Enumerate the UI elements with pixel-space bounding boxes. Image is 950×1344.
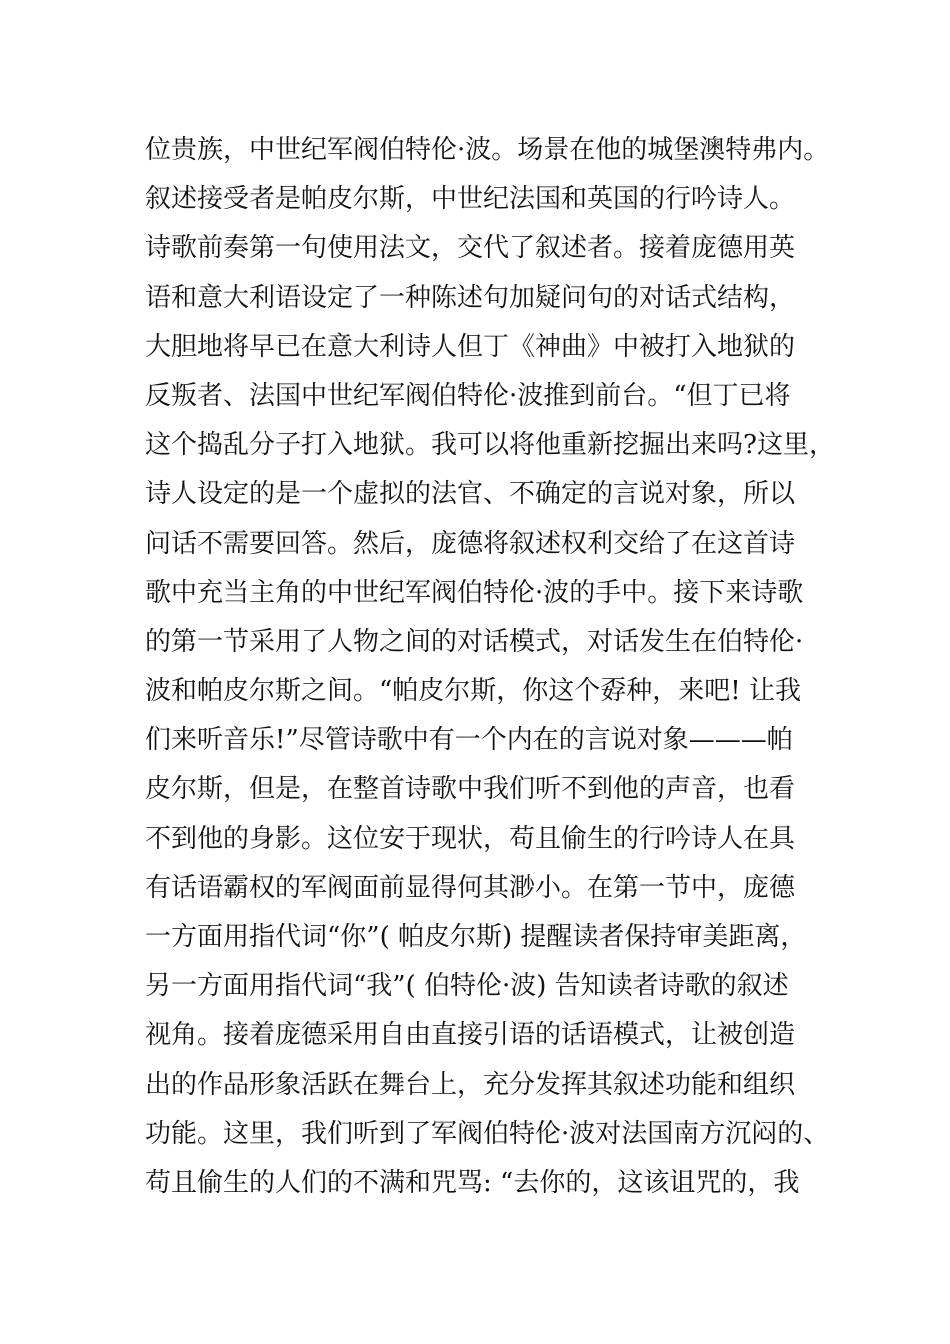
text-line-16: 有话语霸权的军阀面前显得何其渺小。在第一节中，庞德 <box>145 872 796 903</box>
text-line-3: 诗歌前奏第一句使用法文，交代了叙述者。接着庞德用英 <box>145 233 796 264</box>
text-line-15: 不到他的身影。这位安于现状，苟且偷生的行吟诗人在具 <box>145 823 796 854</box>
text-line-14: 皮尔斯，但是，在整首诗歌中我们听不到他的声音，也看 <box>145 774 796 805</box>
text-line-21: 功能。这里，我们听到了军阀伯特伦·波对法国南方沉闷的、 <box>145 1118 830 1149</box>
text-line-2: 叙述接受者是帕皮尔斯，中世纪法国和英国的行吟诗人。 <box>145 184 796 215</box>
text-line-5: 大胆地将早已在意大利诗人但丁《神曲》中被打入地狱的 <box>145 331 796 362</box>
text-line-8: 诗人设定的是一个虚拟的法官、不确定的言说对象，所以 <box>145 479 796 510</box>
text-line-17: 一方面用指代词“你”( 帕皮尔斯) 提醒读者保持审美距离， <box>145 922 807 952</box>
body-text <box>145 126 845 1208</box>
text-line-20: 出的作品形象活跃在舞台上，充分发挥其叙述功能和组织 <box>145 1069 796 1100</box>
text-line-12: 波和帕皮尔斯之间。“帕皮尔斯，你这个孬种，来吧! 让我 <box>145 676 802 707</box>
text-line-22: 苟且偷生的人们的不满和咒骂: “去你的，这该诅咒的，我 <box>145 1167 800 1198</box>
text-line-11: 的第一节采用了人物之间的对话模式，对话发生在伯特伦· <box>145 626 804 657</box>
text-line-7: 这个捣乱分子打入地狱。我可以将他重新挖掘出来吗?这里， <box>145 430 835 461</box>
text-line-9: 问话不需要回答。然后，庞德将叙述权利交给了在这首诗 <box>145 528 796 559</box>
text-line-4: 语和意大利语设定了一种陈述句加疑问句的对话式结构， <box>145 282 796 313</box>
text-line-19: 视角。接着庞德采用自由直接引语的话语模式，让被创造 <box>145 1020 796 1051</box>
text-line-6: 反叛者、法国中世纪军阀伯特伦·波推到前台。“但丁已将 <box>145 380 791 411</box>
text-line-10: 歌中充当主角的中世纪军阀伯特伦·波的手中。接下来诗歌 <box>145 577 804 608</box>
text-line-1: 位贵族，中世纪军阀伯特伦·波。场景在他的城堡澳特弗内。 <box>145 135 830 165</box>
text-line-13: 们来听音乐!”尽管诗歌中有一个内在的言说对象———帕 <box>145 725 793 756</box>
text-line-18: 另一方面用指代词“我”( 伯特伦·波) 告知读者诗歌的叙述 <box>145 971 789 1002</box>
